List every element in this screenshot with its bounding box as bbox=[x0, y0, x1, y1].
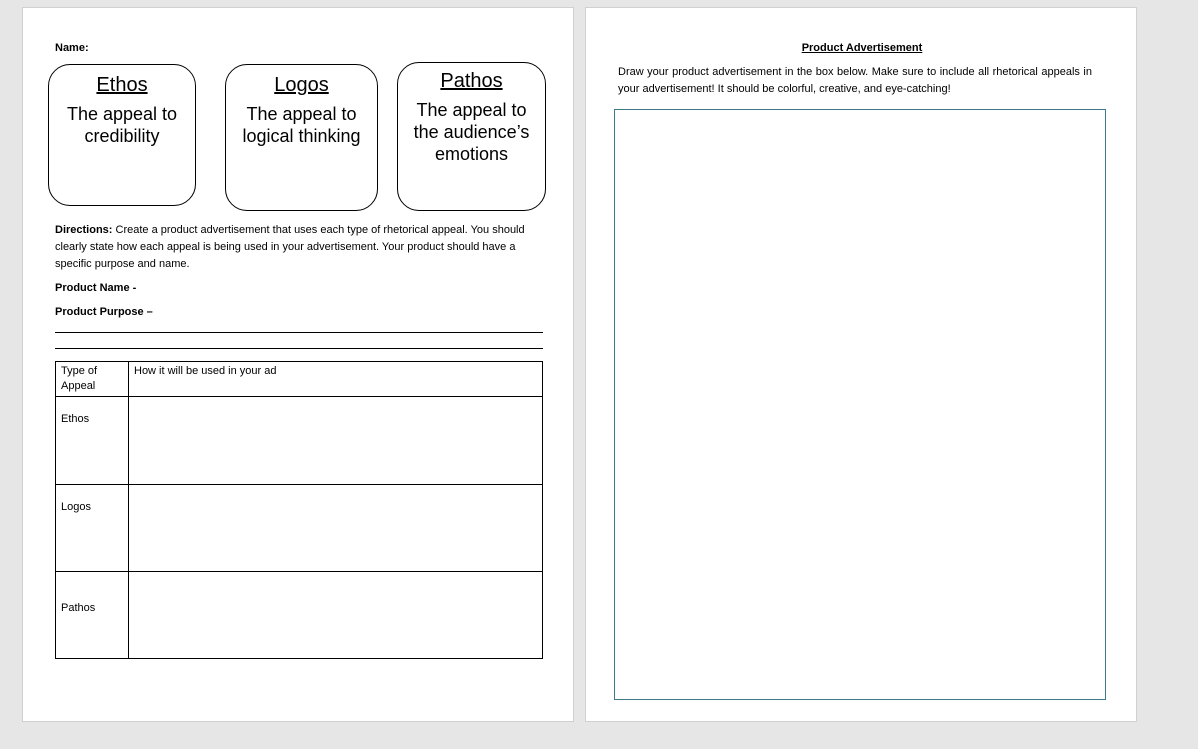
ethos-response-cell[interactable] bbox=[129, 397, 543, 485]
advertisement-drawing-box[interactable] bbox=[614, 109, 1106, 700]
logos-card-title: Logos bbox=[274, 74, 329, 96]
table-row bbox=[56, 572, 543, 659]
directions-paragraph bbox=[55, 222, 525, 273]
row-label-pathos: Pathos bbox=[56, 572, 129, 659]
directions-text: Create a product advertisement that uses each type of rhetorical appeal. You should clearly state how each appeal is being used in your advertisement. Your product should have a specific purpose and name. bbox=[55, 224, 525, 270]
header-how-used: How it will be used in your ad bbox=[129, 362, 543, 397]
ethos-card bbox=[48, 64, 196, 206]
logos-card bbox=[225, 64, 378, 211]
document-page-1 bbox=[22, 7, 574, 722]
ethos-card-description: The appeal to credibility bbox=[66, 104, 178, 146]
purpose-line-2 bbox=[55, 348, 543, 349]
table-row bbox=[56, 397, 543, 485]
document-page-2 bbox=[585, 7, 1137, 722]
logos-card-description: The appeal to logical thinking bbox=[242, 104, 361, 146]
table-header-row bbox=[56, 362, 543, 397]
directions-label: Directions: bbox=[55, 224, 113, 236]
purpose-line-1 bbox=[55, 332, 543, 333]
header-type-of-appeal: Type of Appeal bbox=[56, 362, 129, 397]
name-label: Name: bbox=[55, 42, 89, 54]
appeal-table bbox=[55, 361, 543, 659]
row-label-logos: Logos bbox=[56, 485, 129, 572]
product-advertisement-title: Product Advertisement bbox=[801, 42, 923, 54]
pathos-response-cell[interactable] bbox=[129, 572, 543, 659]
ethos-card-title: Ethos bbox=[96, 74, 148, 96]
row-label-ethos: Ethos bbox=[56, 397, 129, 485]
product-purpose-label: Product Purpose – bbox=[55, 306, 153, 318]
pathos-card-description: The appeal to the audience’s emotions bbox=[413, 100, 530, 164]
product-name-label: Product Name - bbox=[55, 282, 137, 294]
pathos-card bbox=[397, 62, 546, 211]
instructions-paragraph: Draw your product advertisement in the box below. Make sure to include all rhetorical appeals in your advertisement! It should be colorful, creative, and eye-catching! bbox=[618, 66, 1092, 95]
table-row bbox=[56, 485, 543, 572]
logos-response-cell[interactable] bbox=[129, 485, 543, 572]
pathos-card-title: Pathos bbox=[440, 70, 503, 92]
